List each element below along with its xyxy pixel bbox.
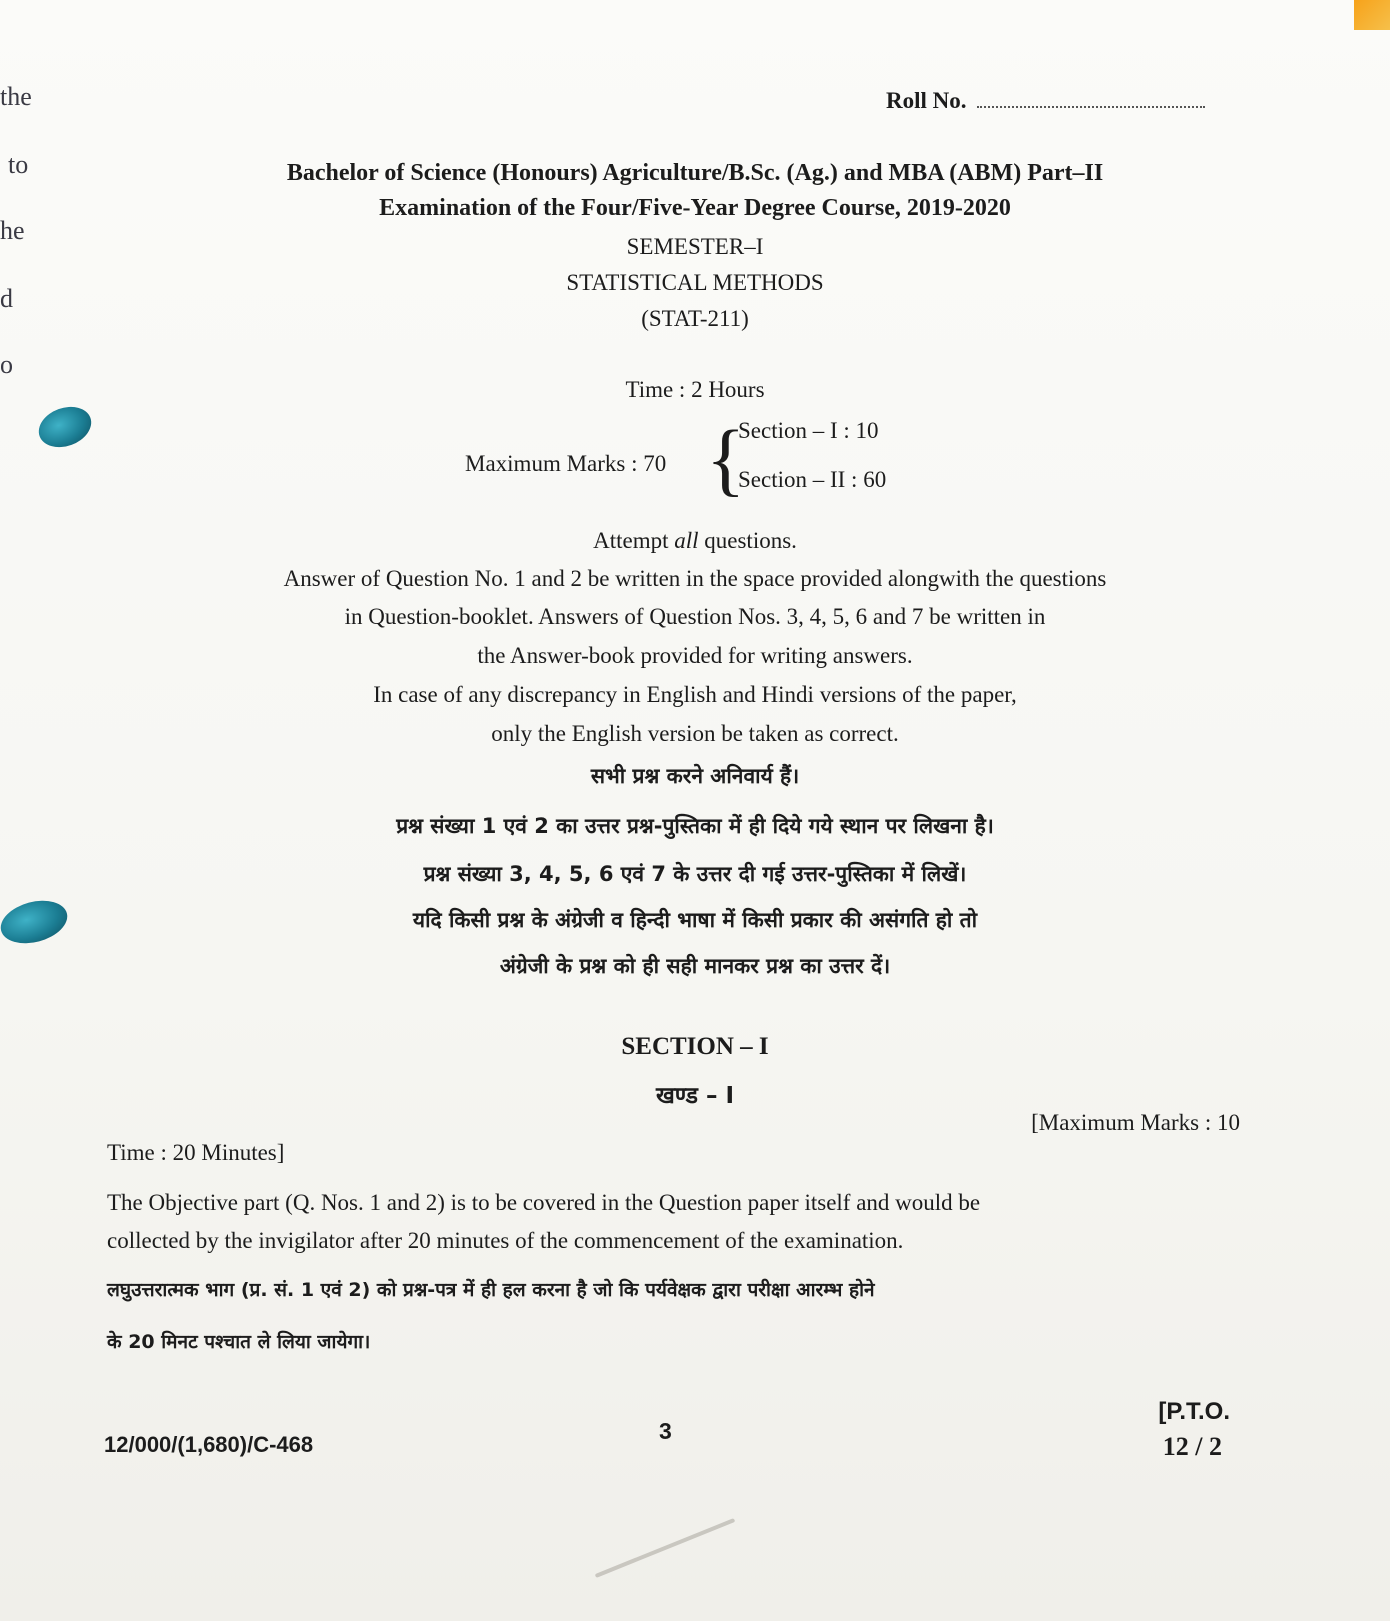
roll-no-blank [977, 106, 1205, 108]
hindi-instruction-line: अंग्रेजी के प्रश्न को ही सही मानकर प्रश्न का उत्तर दें। [499, 954, 891, 978]
semester: SEMESTER–I [626, 234, 764, 259]
instruction-line: Answer of Question No. 1 and 2 be written in the space provided alongwith the questions [283, 566, 1107, 591]
time-allowed: Time : 2 Hours [625, 377, 765, 402]
roll-no-label: Roll No. [886, 88, 967, 113]
attempt-emphasis: all [674, 528, 699, 553]
section-time: Time : 20 Minutes] [107, 1140, 285, 1165]
margin-word: d [0, 284, 13, 313]
section-title: SECTION – I [621, 1033, 769, 1060]
brace-symbol: { [706, 413, 746, 504]
section2-marks: Section – II : 60 [738, 467, 887, 492]
instruction-line: only the English version be taken as correct. [491, 721, 899, 746]
section-title-hindi: खण्ड – I [655, 1083, 735, 1109]
attempt-post: questions. [698, 528, 797, 553]
attempt-instruction [0, 528, 1390, 554]
orange-corner-mark [1354, 0, 1390, 30]
course-code: (STAT-211) [641, 306, 749, 331]
page-number: 3 [659, 1418, 672, 1444]
subject: STATISTICAL METHODS [566, 270, 824, 295]
margin-word: to [8, 150, 29, 179]
course-title: Bachelor of Science (Honours) Agriculture/B.Sc. (Ag.) and MBA (ABM) Part–II [286, 160, 1104, 186]
pto-marker: [P.T.O. [1158, 1398, 1230, 1425]
thread-knot-icon [33, 400, 97, 454]
objective-paragraph-hindi-line: लघुउत्तरात्मक भाग (प्र. सं. 1 एवं 2) को प्रश्न-पत्र में ही हल करना है जो कि पर्यवेक्षक द्वारा परीक्षा आरम्भ होने [107, 1279, 875, 1301]
instruction-line: In case of any discrepancy in English and Hindi versions of the paper, [373, 682, 1017, 707]
objective-paragraph-line: collected by the invigilator after 20 minutes of the commencement of the examination. [107, 1228, 904, 1253]
section1-marks: Section – I : 10 [738, 418, 879, 443]
instruction-line: the Answer-book provided for writing answers. [477, 643, 913, 668]
margin-word: he [0, 216, 25, 245]
instruction-line: in Question-booklet. Answers of Question Nos. 3, 4, 5, 6 and 7 be written in [344, 604, 1046, 629]
hindi-instruction-line: यदि किसी प्रश्न के अंग्रेजी व हिन्दी भाषा में किसी प्रकार की असंगति हो तो [412, 908, 978, 932]
sheet-number: 12 / 2 [1162, 1432, 1222, 1461]
hindi-instruction-line: प्रश्न संख्या 3, 4, 5, 6 एवं 7 के उत्तर दी गई उत्तर-पुस्तिका में लिखें। [423, 862, 967, 886]
section-max-marks: [Maximum Marks : 10 [1031, 1110, 1240, 1135]
paper-smudge [595, 1518, 736, 1578]
margin-word: the [0, 82, 32, 111]
hindi-instruction-line: प्रश्न संख्या 1 एवं 2 का उत्तर प्रश्न-पुस्तिका में ही दिये गये स्थान पर लिखना है। [396, 814, 994, 838]
maximum-marks: Maximum Marks : 70 [465, 451, 667, 476]
objective-paragraph-line: The Objective part (Q. Nos. 1 and 2) is to be covered in the Question paper itself and would be [107, 1190, 981, 1215]
margin-word: o [0, 350, 13, 379]
exam-title: Examination of the Four/Five-Year Degree Course, 2019-2020 [379, 195, 1011, 221]
attempt-pre: Attempt [593, 528, 675, 553]
hindi-instruction-line: सभी प्रश्न करने अनिवार्य हैं। [590, 764, 800, 788]
paper-code: 12/000/(1,680)/C-468 [104, 1432, 314, 1457]
roll-no [886, 88, 1205, 114]
objective-paragraph-hindi-line: के 20 मिनट पश्चात ले लिया जायेगा। [107, 1331, 371, 1353]
